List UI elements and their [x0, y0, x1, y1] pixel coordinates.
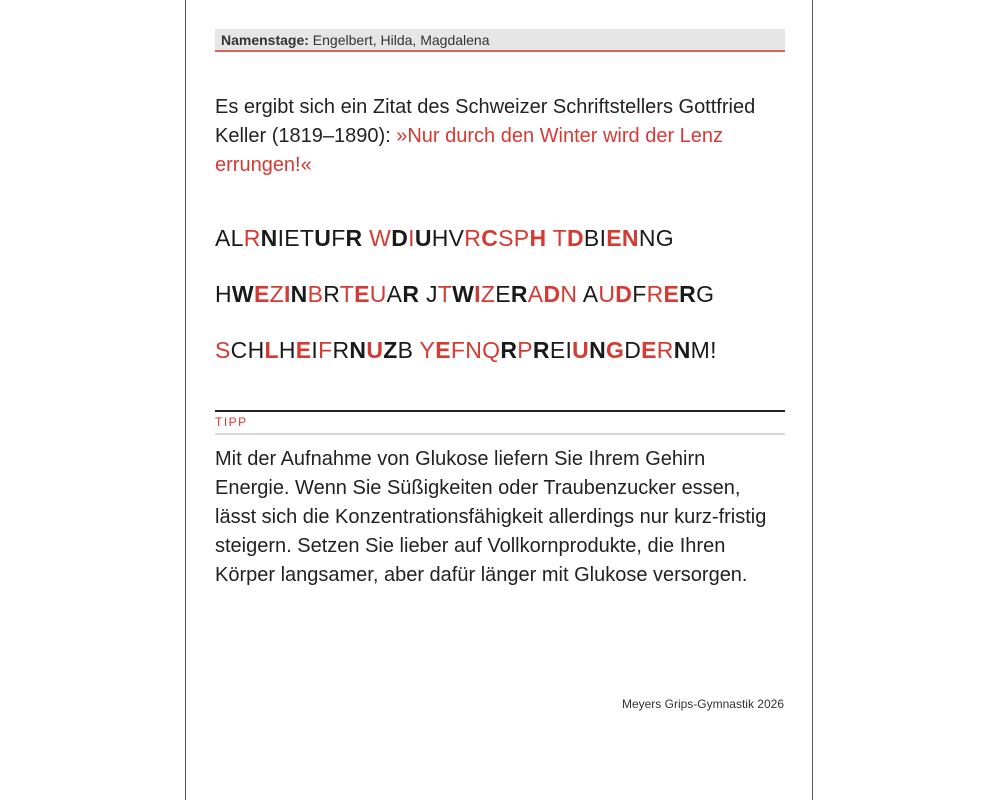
- puzzle-letters: G: [696, 281, 715, 307]
- puzzle-letters: I: [408, 225, 415, 251]
- puzzle-letters: F: [318, 337, 333, 363]
- solution-quote: »Nur durch den Winter wird der Lenz errungen!«: [215, 125, 724, 176]
- puzzle-letters: E: [354, 281, 370, 307]
- puzzle-letters: G: [606, 337, 625, 363]
- puzzle-letters: R: [332, 337, 350, 363]
- puzzle-letters: W: [231, 281, 254, 307]
- puzzle-letters: D: [567, 225, 584, 251]
- puzzle-letters: U: [572, 337, 590, 363]
- puzzle-letters: [419, 281, 426, 307]
- puzzle-letters: H: [278, 337, 296, 363]
- puzzle-letters: R: [402, 281, 420, 307]
- puzzle-letters: D: [624, 337, 642, 363]
- puzzle-letters: R: [679, 281, 697, 307]
- tipp-label: TIPP: [215, 415, 248, 429]
- puzzle-letters: A: [386, 281, 403, 307]
- puzzle-letters: R: [532, 337, 550, 363]
- puzzle-letters: I: [474, 281, 481, 307]
- puzzle-letters: FNQ: [450, 337, 501, 363]
- puzzle-letters: E: [435, 337, 451, 363]
- puzzle-letters: E: [641, 337, 657, 363]
- puzzle-letters: N: [560, 281, 578, 307]
- tipp-text: Mit der Aufnahme von Glukose liefern Sie Ihrem Gehirn Energie. Wenn Sie Süßigkeiten oder Traubenzucker essen, lässt sich die Konzentrationsfähigkeit allerdings nur kurz-fristig steigern. Setzen Sie lieber auf Vollkornprodukte, die Ihren Körper langsamer, aber dafür länger mit Glukose versorgen.: [215, 448, 767, 586]
- puzzle-line-2: [215, 266, 785, 322]
- puzzle-letters: U: [598, 281, 616, 307]
- puzzle-letters: J: [425, 281, 438, 307]
- puzzle-letters: U: [366, 337, 384, 363]
- puzzle-letters: W: [452, 281, 475, 307]
- puzzle-letters: F: [331, 225, 346, 251]
- puzzle-letters: CH: [230, 337, 265, 363]
- puzzle-letters: Z: [480, 281, 496, 307]
- puzzle-letters: F: [632, 281, 647, 307]
- puzzle-letters: L: [264, 337, 279, 363]
- puzzle-letters: R: [646, 281, 664, 307]
- tipp-divider-bottom: [215, 433, 785, 435]
- nameday-bar: [215, 29, 785, 52]
- puzzle-letters: R: [510, 281, 528, 307]
- puzzle-letters: H: [529, 225, 547, 251]
- puzzle-letters: T: [437, 281, 453, 307]
- puzzle-letters: T: [339, 281, 355, 307]
- puzzle-letters: N: [621, 225, 639, 251]
- puzzle-letters: T: [552, 225, 567, 251]
- puzzle-letters: A: [582, 281, 599, 307]
- puzzle-letters: B: [397, 337, 414, 363]
- solution-intro: [215, 93, 785, 180]
- puzzle-letters: R: [656, 337, 674, 363]
- puzzle-line-1: [215, 210, 785, 266]
- puzzle-letters: U: [414, 225, 432, 251]
- puzzle-letters: D: [615, 281, 633, 307]
- puzzle-letters: D: [391, 225, 409, 251]
- puzzle-letters: R: [464, 225, 482, 251]
- puzzle-letters: R: [243, 225, 261, 251]
- letter-puzzle: [215, 210, 785, 378]
- puzzle-letters: IET: [277, 225, 315, 251]
- puzzle-letters: E: [495, 281, 511, 307]
- puzzle-letters: SP: [498, 225, 530, 251]
- puzzle-letters: N: [290, 281, 308, 307]
- nameday-names: Engelbert, Hilda, Magdalena: [308, 32, 490, 48]
- puzzle-letters: AL: [215, 225, 244, 251]
- puzzle-letters: EI: [549, 337, 573, 363]
- footer-credit: Meyers Grips-Gymnastik 2026: [621, 697, 784, 711]
- puzzle-letters: N: [589, 337, 606, 363]
- puzzle-letters: C: [481, 225, 499, 251]
- puzzle-letters: W: [369, 225, 392, 251]
- puzzle-letters: N: [260, 225, 278, 251]
- nameday-label: Namenstage:: [221, 32, 309, 48]
- solution-text: Es ergibt sich ein Zitat des Schweizer Schriftstellers Gottfried Keller (1819–1890):: [215, 96, 756, 147]
- tipp-divider-top: [215, 410, 785, 412]
- puzzle-line-3: [215, 322, 785, 378]
- puzzle-letters: Z: [383, 337, 398, 363]
- puzzle-letters: R: [500, 337, 518, 363]
- puzzle-letters: N: [349, 337, 367, 363]
- puzzle-letters: Y: [419, 337, 436, 363]
- puzzle-letters: A: [527, 281, 544, 307]
- puzzle-letters: S: [215, 337, 231, 363]
- puzzle-letters: R: [323, 281, 340, 307]
- puzzle-letters: U: [369, 281, 387, 307]
- puzzle-letters: R: [345, 225, 363, 251]
- puzzle-letters: E: [606, 225, 622, 251]
- puzzle-letters: NG: [638, 225, 674, 251]
- puzzle-letters: N: [673, 337, 691, 363]
- puzzle-letters: E: [253, 281, 270, 307]
- puzzle-letters: E: [295, 337, 312, 363]
- calendar-page: [185, 0, 813, 800]
- puzzle-letters: BI: [583, 225, 607, 251]
- puzzle-letters: U: [314, 225, 332, 251]
- puzzle-letters: HV: [431, 225, 465, 251]
- puzzle-letters: D: [543, 281, 561, 307]
- puzzle-letters: P: [517, 337, 533, 363]
- puzzle-letters: B: [307, 281, 324, 307]
- puzzle-letters: I: [311, 337, 319, 363]
- puzzle-letters: Z: [269, 281, 284, 307]
- puzzle-letters: H: [215, 281, 232, 307]
- puzzle-letters: I: [283, 281, 291, 307]
- puzzle-letters: M!: [690, 337, 717, 363]
- puzzle-letters: E: [663, 281, 680, 307]
